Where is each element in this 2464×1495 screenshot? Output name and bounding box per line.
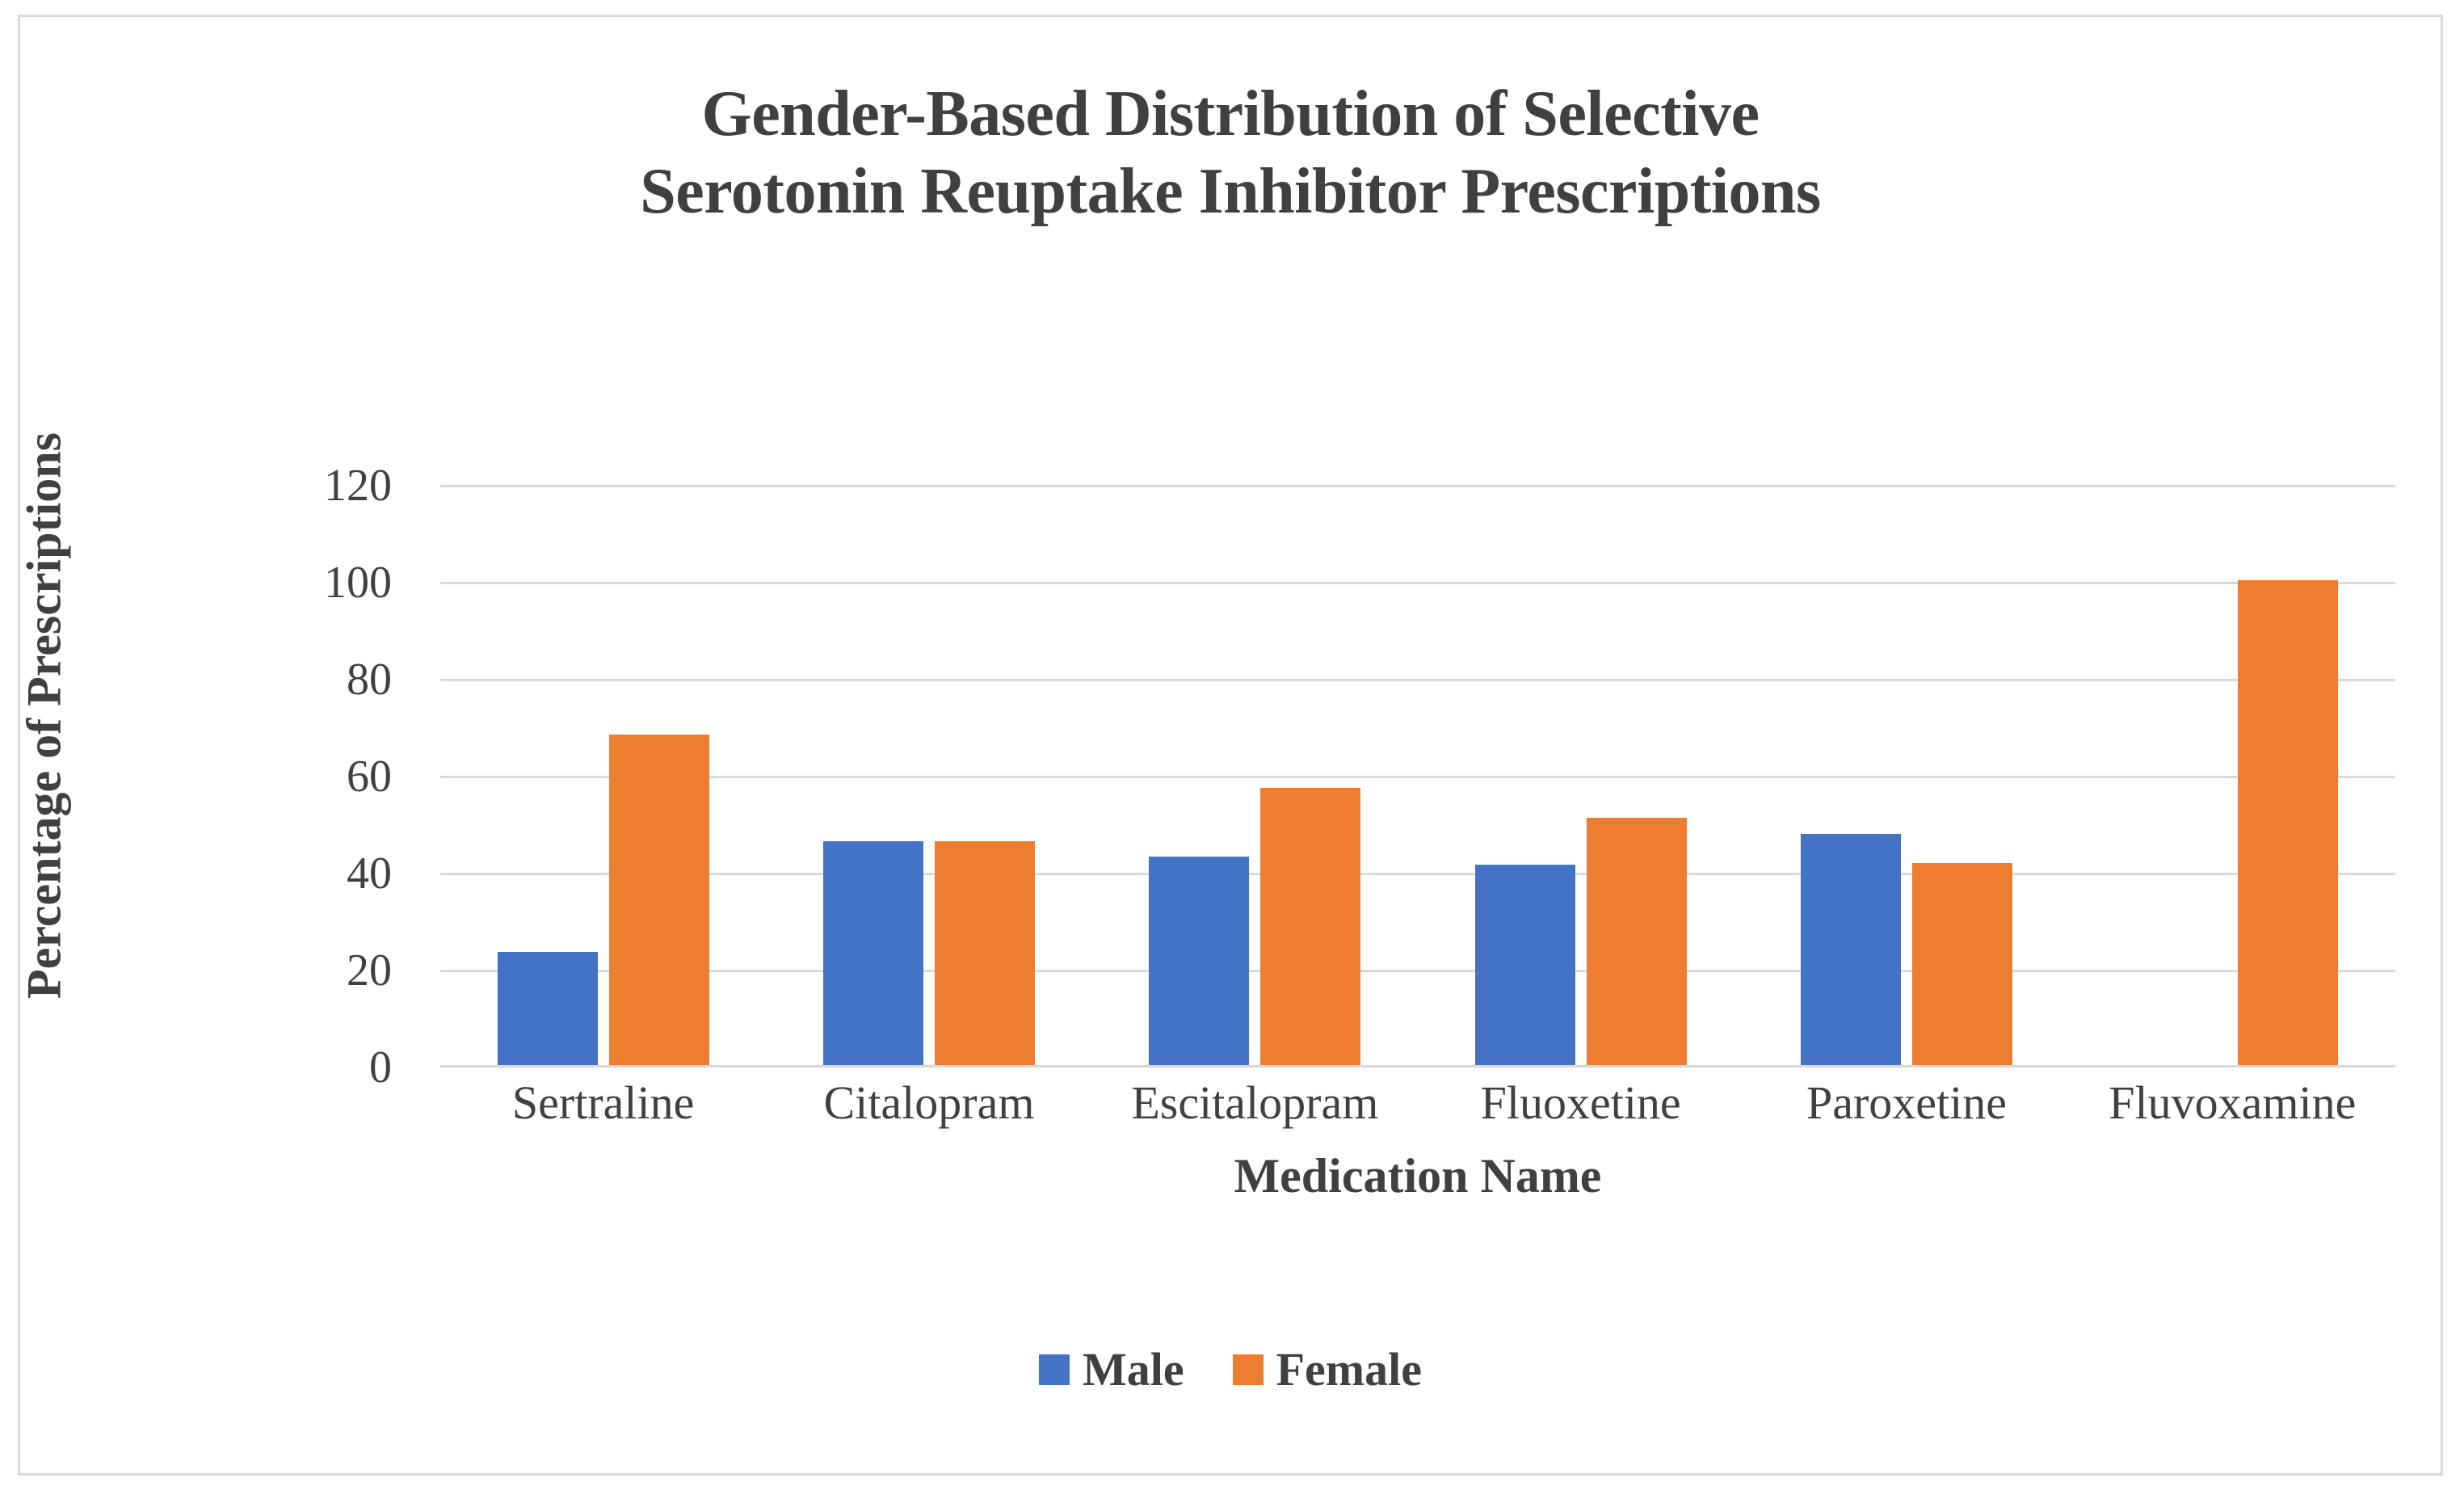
bar[interactable] xyxy=(1912,863,2012,1065)
bar[interactable] xyxy=(1801,834,1901,1065)
plot-area xyxy=(440,486,2395,1068)
y-axis-tick-label: 60 xyxy=(347,752,392,802)
bar-group xyxy=(1418,483,1743,1065)
x-axis-tick-label: Sertraline xyxy=(511,1076,695,1129)
legend-label: Female xyxy=(1276,1343,1422,1396)
legend-label: Male xyxy=(1083,1343,1184,1396)
bar[interactable] xyxy=(1149,857,1249,1065)
bar[interactable] xyxy=(1475,865,1575,1065)
bar[interactable] xyxy=(498,952,598,1065)
bar-group xyxy=(1743,483,2069,1065)
y-axis-title: Percentage of Prescriptions xyxy=(17,432,71,999)
y-axis-tick-label: 0 xyxy=(369,1042,392,1093)
x-axis-tick-label: Fluoxetine xyxy=(1480,1076,1681,1129)
x-axis-tick-label: Escitalopram xyxy=(1131,1076,1379,1129)
bar-group xyxy=(440,483,766,1065)
y-axis-tick-label: 20 xyxy=(347,945,392,996)
chart-title-line-2: Serotonin Reuptake Inhibitor Prescriptions xyxy=(640,156,1821,227)
bar[interactable] xyxy=(1587,818,1687,1065)
bar-groups xyxy=(440,483,2395,1065)
bar-group xyxy=(1092,483,1418,1065)
legend-swatch-icon xyxy=(1039,1354,1070,1385)
y-axis-tick-label: 40 xyxy=(347,849,392,899)
bar[interactable] xyxy=(609,735,709,1065)
y-axis-tick-label: 100 xyxy=(324,558,392,608)
bar[interactable] xyxy=(823,841,923,1065)
bar-group xyxy=(2070,483,2395,1065)
legend-item[interactable] xyxy=(1233,1342,1422,1396)
chart-title-line-1: Gender-Based Distribution of Selective xyxy=(701,78,1760,150)
chart-legend xyxy=(20,1342,2441,1396)
x-axis-tick-label: Paroxetine xyxy=(1806,1076,2007,1129)
x-axis-tick-labels xyxy=(440,1076,2395,1130)
bar[interactable] xyxy=(2238,580,2338,1065)
legend-swatch-icon xyxy=(1233,1354,1264,1385)
y-axis-tick-labels xyxy=(20,461,416,1093)
chart-container xyxy=(18,15,2443,1476)
x-axis-title: Medication Name xyxy=(1234,1149,1602,1202)
plot-wrapper xyxy=(17,17,2441,1473)
y-axis-tick-label: 120 xyxy=(324,461,392,511)
x-axis-line xyxy=(440,1065,2395,1068)
bar[interactable] xyxy=(1260,788,1360,1065)
x-axis-tick-label: Fluvoxamine xyxy=(2109,1076,2357,1129)
bar[interactable] xyxy=(935,841,1035,1065)
legend-item[interactable] xyxy=(1039,1342,1184,1396)
y-axis-tick-label: 80 xyxy=(347,655,392,705)
bar-group xyxy=(766,483,1091,1065)
x-axis-tick-label: Citalopram xyxy=(823,1076,1035,1129)
